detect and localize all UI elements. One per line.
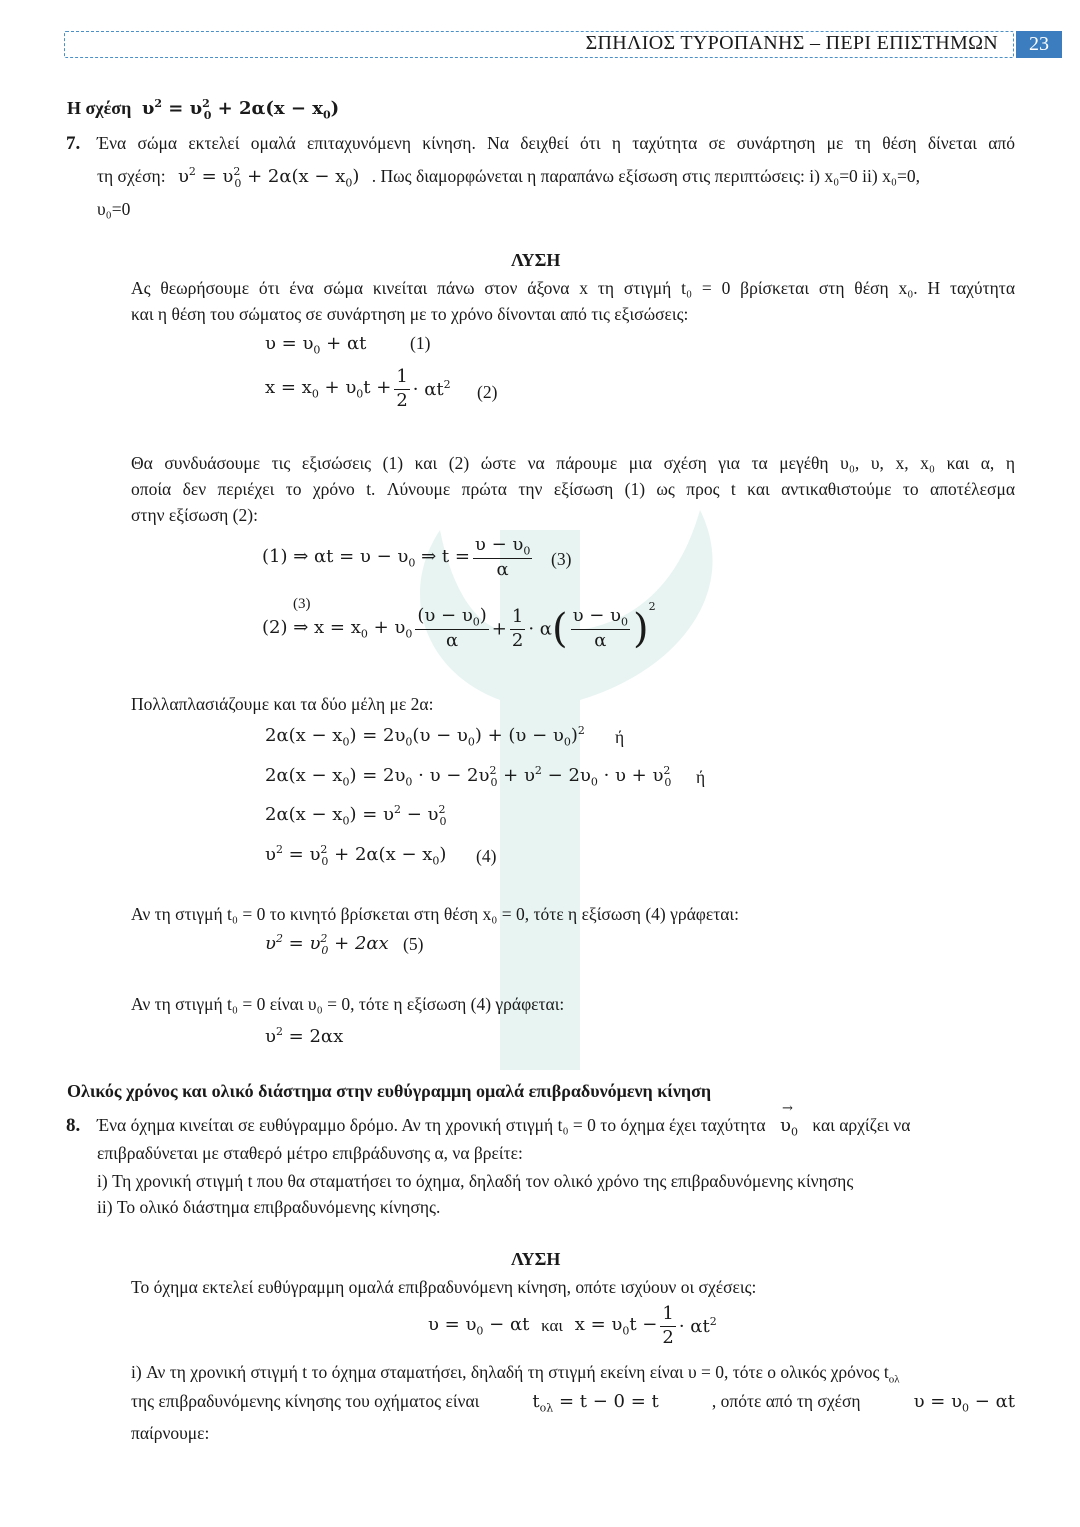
problem-text-line: υ₀=0	[97, 199, 131, 219]
solution-text-line: και η θέση του σώματος σε συνάρτηση με το χρόνο δίνονται από τις εξισώσεις:	[131, 304, 689, 324]
solution-text-line: Θα συνδυάσουμε τις εξισώσεις (1) και (2) ώστε να πάρουμε μια σχέση για τα μεγέθη υ₀, υ, x, x₀ και α, η	[131, 453, 1015, 473]
solution-text-line: της επιβραδυνόμενης κίνησης του οχήματος είναι $t_{o\lambda} = t - 0 = t$ , οπότε από τη σχέση $\upsilon = \upsilon_0 - \alpha t$	[131, 1391, 1015, 1415]
solution-title: ΛΥΣΗ	[511, 250, 561, 270]
page-number: 23	[1016, 31, 1062, 58]
equation-3: (1) ⇒ $\alpha t = \upsilon - \upsilon_0$ ⇒ t = $\frac{\upsilon - \upsilon_0}{\alpha}$	[262, 534, 531, 581]
equation-substitution: (2) ⇒ $x = x_0 + \upsilon_0$ $\frac{(\upsilon - \upsilon_0)}{\alpha}$ + $\frac{1}{2}$ · α( $\frac{\upsilon - \upsilon_0}{\alpha}$ )$^2$	[262, 600, 656, 652]
equation-label: (2)	[477, 382, 498, 402]
solution-text-line: Αν τη στιγμή t₀ = 0 είναι υ₀ = 0, τότε η εξίσωση (4) γράφεται:	[131, 994, 565, 1014]
conjunction: ή	[615, 727, 625, 747]
header-title: ΣΠΗΛΙΟΣ ΤΥΡΟΠΑΝΗΣ – ΠΕΡΙ ΕΠΙΣΤΗΜΩΝ	[585, 32, 998, 54]
equation-step: $2\alpha(x - x_0) = 2\upsilon_0 \cdot \upsilon - 2\upsilon^2_0 + \upsilon^2 - 2\upsilon_0 \cdot \upsilon + \upsilon^2_0$	[265, 764, 672, 789]
solution-text-line: Το όχημα εκτελεί ευθύγραμμη ομαλά επιβραδυνόμενη κίνηση, οπότε ισχύουν οι σχέσεις:	[131, 1277, 757, 1297]
section-heading-relation: Η σχέση $\upsilon^2 = \upsilon^2_0 + 2\alpha(x - x_0)$	[67, 97, 340, 122]
problem-text-line: Ένα όχημα κινείται σε ευθύγραμμο δρόμο. Αν τη χρονική στιγμή t₀ = 0 το όχημα έχει ταχύτητα → $\upsilon_0$ και αρχίζει να	[97, 1101, 911, 1139]
equation-step: $2\alpha(x - x_0) = 2\upsilon_0(\upsilon - \upsilon_0) + (\upsilon - \upsilon_0)^2$	[265, 724, 585, 749]
equation-ref: (3)	[293, 596, 311, 612]
section-heading-total-time: Ολικός χρόνος και ολικό διάστημα στην ευθύγραμμη ομαλά επιβραδυνόμενη κίνηση	[67, 1081, 712, 1101]
solution-title: ΛΥΣΗ	[511, 1249, 561, 1269]
solution-text-line: i) Αν τη χρονική στιγμή t το όχημα σταματήσει, δηλαδή τη στιγμή εκείνη είναι υ = 0, τότε ο ολικός χρόνος $t_{o\lambda}$	[131, 1362, 900, 1386]
problem-text-line: επιβραδύνεται με σταθερό μέτρο επιβράδυνσης α, να βρείτε:	[97, 1143, 523, 1163]
problem-item: ii) Το ολικό διάστημα επιβραδυνόμενης κίνησης.	[97, 1197, 441, 1217]
equation-motion: $\upsilon = \upsilon_0 - \alpha t$ και $x = \upsilon_0t$ − $\frac{1}{2}$ · $\alpha t^2$	[428, 1303, 717, 1348]
solution-text-line: Πολλαπλασιάζουμε και τα δύο μέλη με 2α:	[131, 694, 434, 714]
equation-5: $\upsilon^2 = \upsilon^2_0 + 2\alpha x$	[265, 932, 389, 957]
solution-text-line: οποία δεν περιέχει το χρόνο t. Λύνουμε πρώτα την εξίσωση (1) ως προς t και αντικαθιστούμε το αποτέλεσμα	[131, 479, 1015, 499]
equation-4: $\upsilon^2 = \upsilon^2_0 + 2\alpha(x - x_0)$	[265, 843, 447, 868]
equation: $\upsilon^2 = \upsilon^2_0 + 2\alpha(x - x_0)$	[177, 165, 360, 190]
equation-2: $x = x_0 + \upsilon_0t$ + $\frac{1}{2}$ · $\alpha t^2$	[265, 366, 451, 411]
problem-number: 7.	[66, 133, 81, 154]
conjunction: ή	[696, 767, 706, 787]
problem-number: 8.	[66, 1115, 81, 1136]
equation-1: $\upsilon = \upsilon_0 + \alpha t$	[265, 333, 367, 357]
equation-label: (3)	[551, 549, 572, 569]
velocity-vector: → $\upsilon_0$	[779, 1101, 798, 1139]
equation-6: $\upsilon^2 = 2\alpha x$	[265, 1025, 344, 1047]
solution-text-line: Αν τη στιγμή t₀ = 0 το κινητό βρίσκεται στη θέση x₀ = 0, τότε η εξίσωση (4) γράφεται:	[131, 904, 739, 924]
equation-velocity: $\upsilon = \upsilon_0 - \alpha t$	[913, 1391, 1015, 1415]
solution-text-line: Ας θεωρήσουμε ότι ένα σώμα κινείται πάνω στον άξονα x τη στιγμή t₀ = 0 βρίσκεται στη θέση x₀. Η ταχύτητα	[131, 278, 1015, 298]
problem-text-line: τη σχέση: $\upsilon^2 = \upsilon^2_0 + 2\alpha(x - x_0)$ . Πως διαμορφώνεται η παραπάνω εξίσωση στις περιπτώσεις: i) x₀=0 ii) x₀=0,	[97, 165, 920, 190]
equation-label: (5)	[403, 934, 424, 954]
equation-total-time: $t_{o\lambda} = t - 0 = t$	[532, 1391, 659, 1415]
solution-text-line: παίρνουμε:	[131, 1423, 210, 1443]
equation-label: (1)	[410, 333, 431, 353]
solution-text-line: στην εξίσωση (2):	[131, 505, 258, 525]
problem-item: i) Τη χρονική στιγμή t που θα σταματήσει το όχημα, δηλαδή τον ολικό χρόνο της επιβραδυνόμενης κίνησης	[97, 1171, 854, 1191]
equation-step: $2\alpha(x - x_0) = \upsilon^2 - \upsilon^2_0$	[265, 803, 447, 828]
problem-text-line: Ένα σώμα εκτελεί ομαλά επιταχυνόμενη κίνηση. Να δειχθεί ότι η ταχύτητα σε συνάρτηση με τη θέση δίνεται από	[97, 133, 1015, 153]
equation-label: (4)	[476, 846, 497, 866]
